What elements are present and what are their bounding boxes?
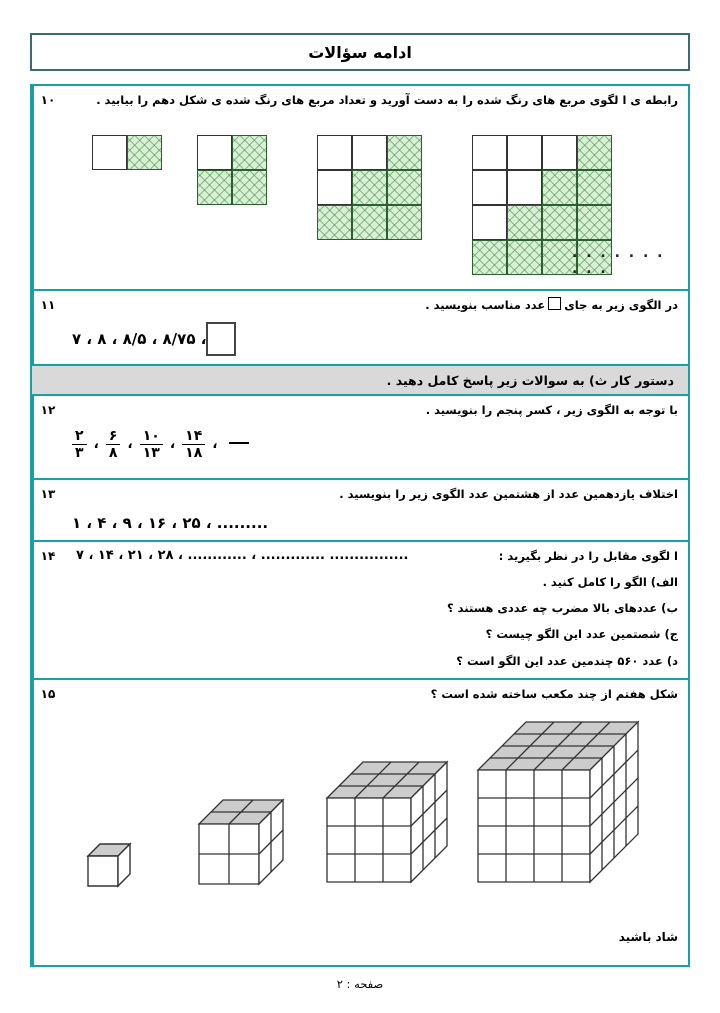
instruction-band [32,366,688,396]
square-cell [317,170,352,205]
question-14-body [62,542,688,678]
cube-figure-1 [86,842,132,896]
page-footer: صفحه : ۲ [336,977,384,991]
table-row [32,542,688,680]
page-title: ادامه سؤالات [308,42,412,62]
square-cell-shaded [317,205,352,240]
fraction-denominator: ۳ [72,444,87,461]
square-cell-shaded [232,170,267,205]
cube-figure-3 [325,760,451,898]
square-cell-shaded [542,170,577,205]
square-pattern-figures [72,115,678,280]
square-figure-1 [92,135,162,170]
cube-figure-2 [197,798,287,898]
square-cell [472,205,507,240]
answer-box[interactable] [206,322,236,356]
square-cell [92,135,127,170]
square-cell-shaded [387,170,422,205]
question-11-text-after: عدد مناسب بنویسید . [425,298,546,312]
closing-note: شاد باشید [618,930,678,944]
fraction-1 [72,428,87,461]
fraction-numerator: ۶ [108,427,118,444]
fraction-denominator: ۱۸ [182,444,205,461]
cube-4-svg [476,720,642,896]
square-cell-shaded [197,170,232,205]
question-14-sub-d: د) عدد ۵۶۰ چندمین عدد این الگو است ؟ [456,653,678,668]
question-14-sub-a: الف) الگو را کامل کنید . [542,574,678,589]
square-cell-shaded [577,135,612,170]
question-11-sequence: ۷ ، ۸ ، ۸/۵ ، ۸/۷۵ ، [72,330,207,349]
square-cell-shaded [577,170,612,205]
question-15-text: شکل هفتم از چند مکعب ساخته شده است ؟ [430,686,678,701]
question-11-sequence-row [72,322,678,356]
fraction-4 [182,428,205,461]
question-15-number: ۱۵ [32,680,62,965]
question-14-number: ۱۴ [32,542,62,678]
square-cell [507,135,542,170]
worksheet-sheet [8,0,712,1013]
question-13-body [62,480,688,539]
question-12-body [62,396,688,478]
question-13-text: اختلاف یازدهمین عدد از هشتمین عدد الگوی زیر را بنویسید . [339,487,678,502]
square-cell-shaded [542,205,577,240]
question-11-text-before: در الگوی زیر به جای [564,298,678,312]
fraction-numerator: ۱۴ [185,427,203,444]
table-row [32,396,688,480]
fraction-3 [140,428,163,461]
cube-figures [72,711,678,926]
question-13-number: ۱۳ [32,480,62,539]
square-cell [472,135,507,170]
fraction-sequence [72,428,678,461]
square-cell-shaded [352,170,387,205]
square-cell-shaded [472,240,507,275]
table-row [32,86,688,291]
fraction-separator: ، [93,436,99,453]
square-cell-shaded [387,135,422,170]
table-row [32,480,688,541]
question-14-sequence: ۷ ، ۱۴ ، ۲۱ ، ۲۸ ، ............ ، ............. ................ [76,547,409,563]
square-cell-shaded [127,135,162,170]
question-12-text: با توجه به الگوی زیر ، کسر پنجم را بنویسید . [425,403,678,418]
question-11-text [72,297,678,314]
fraction-blank[interactable] [229,442,249,444]
square-cell [472,170,507,205]
instruction-band-text: دستور کار ث) به سوالات زیر پاسخ کامل دهید . [386,373,674,389]
square-cell-shaded [352,205,387,240]
square-figure-3 [317,135,422,240]
question-14-sub-b: ب) عددهای بالا مضرب چه عددی هستند ؟ [446,601,678,615]
blank-box-icon [548,297,561,310]
table-row [32,680,688,965]
square-cell [317,135,352,170]
question-15-body [62,680,688,965]
square-cell-shaded [387,205,422,240]
square-cell [197,135,232,170]
square-cell-shaded [507,205,542,240]
fraction-separator: ، [212,436,218,453]
question-10-text: رابطه ی ا لگوی مربع های رنگ شده را به دست آورید و تعداد مربع های رنگ شده ی شکل دهم را بیابید . [96,93,678,107]
question-10-body [62,86,688,289]
fraction-separator: ، [169,436,176,453]
fraction-2 [106,428,121,461]
square-cell-shaded [507,240,542,275]
cube-1-svg [86,842,132,892]
question-14-sub-c: ج) شصتمین عدد این الگو چیست ؟ [485,627,678,642]
cube-figure-4 [476,720,642,900]
square-cell-shaded [577,205,612,240]
page-title-box [30,33,690,71]
fraction-separator: ، [127,436,133,453]
pattern-ellipsis: . . . . . . . . . . [572,245,665,278]
question-14-text: ا لگوی مقابل را در نظر بگیرید : [498,548,678,563]
fraction-numerator: ۱۰ [142,427,160,444]
question-11-body [62,291,688,364]
fraction-denominator: ۱۳ [140,444,163,461]
square-cell [542,135,577,170]
question-13-sequence: ۱ ، ۴ ، ۹ ، ۱۶ ، ۲۵ ، ......... [72,513,269,532]
fraction-denominator: ۸ [106,444,121,461]
cube-3-svg [325,760,451,894]
square-cell [352,135,387,170]
question-12-number: ۱۲ [32,396,62,478]
questions-table [30,84,690,967]
square-cell [507,170,542,205]
table-row [32,291,688,366]
question-11-number: ۱۱ [32,291,62,364]
square-cell-shaded [232,135,267,170]
square-figure-2 [197,135,267,205]
fraction-numerator: ۲ [75,427,84,444]
question-10-number: ۱۰ [32,86,62,289]
cube-2-svg [197,798,287,894]
